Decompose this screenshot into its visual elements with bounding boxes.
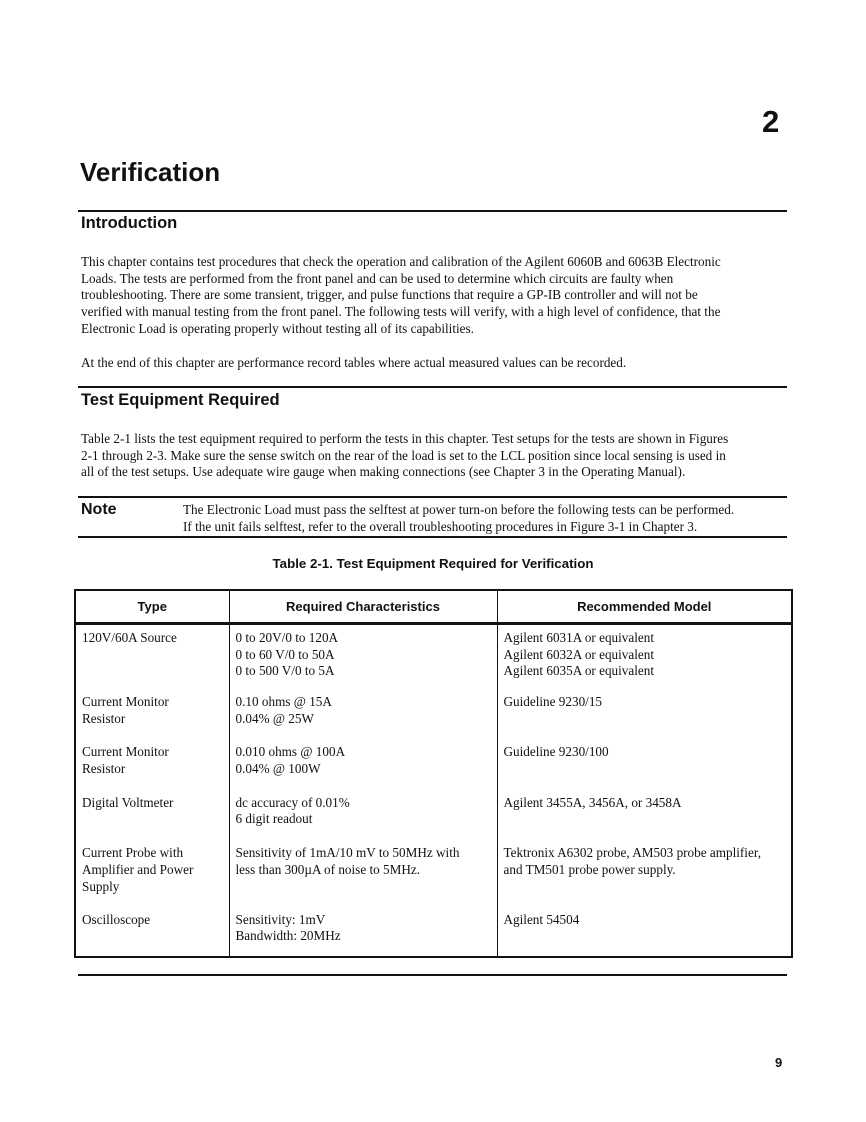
table-cell-characteristics (229, 741, 497, 791)
cell-line: Resistor (82, 761, 126, 777)
note-bottom-rule (78, 536, 787, 538)
cell-line: 0.010 ohms @ 100A (235, 744, 346, 760)
table-cell-type (75, 792, 229, 842)
table-cell-characteristics (229, 792, 497, 842)
cell-line: Current Monitor (82, 694, 169, 709)
cell-line: 0 to 60 V/0 to 50A (235, 646, 335, 662)
text-line: verified with manual testing from the front panel. The following tests will verify, with a high level of confidence, that the (81, 304, 721, 320)
text-line: 2-1 through 2-3. Make sure the sense switch on the rear of the load is set to the LCL position since local sensing is used in (81, 447, 726, 463)
section-divider (78, 210, 787, 212)
table-row (75, 842, 792, 908)
table-row (75, 624, 792, 692)
cell-line: Digital Voltmeter (82, 794, 174, 810)
cell-line: 0.10 ohms @ 15A (235, 694, 332, 709)
table-row (75, 909, 792, 957)
cell-line: dc accuracy of 0.01% (235, 794, 350, 810)
column-header-characteristics: Required Characteristics (229, 590, 497, 624)
page-bottom-rule (78, 974, 787, 976)
page-number: 9 (775, 1055, 783, 1070)
text-line: all of the test setups. Use adequate wire gauge when making connections (see Chapter 3 in the Operating Manual). (81, 464, 686, 480)
cell-line: 0 to 500 V/0 to 5A (235, 663, 335, 679)
cell-line: Current Monitor (82, 744, 169, 760)
table-cell-model (497, 792, 792, 842)
table-cell-type (75, 741, 229, 791)
text-line: This chapter contains test procedures that check the operation and calibration of the Agilent 6060B and 6063B Electronic (81, 254, 721, 269)
table-caption: Table 2-1. Test Equipment Required for Verification (272, 556, 594, 571)
table-cell-type (75, 624, 229, 692)
cell-line: Sensitivity of 1mA/10 mV to 50MHz with (235, 845, 460, 861)
test-equipment-table (74, 589, 793, 958)
text-line: Electronic Load is operating properly without testing all of its capabilities. (81, 320, 474, 336)
cell-line: Agilent 6032A or equivalent (503, 646, 655, 662)
test-equipment-heading: Test Equipment Required (81, 391, 280, 409)
text-line: The Electronic Load must pass the selftest at power turn-on before the following tests can be performed. (183, 502, 735, 517)
table-row (75, 741, 792, 791)
chapter-number: 2 (762, 104, 780, 139)
cell-line: 6 digit readout (235, 811, 313, 827)
table-cell-model (497, 909, 792, 957)
table-row (75, 691, 792, 741)
table-cell-type (75, 909, 229, 957)
table-row (75, 792, 792, 842)
table-cell-characteristics (229, 842, 497, 908)
text-line: Loads. The tests are performed from the front panel and can be used to determine which circuits are faulty when (81, 270, 674, 286)
cell-line: Oscilloscope (82, 911, 151, 927)
cell-line: Guideline 9230/15 (503, 694, 603, 709)
cell-line: Sensitivity: 1mV (235, 911, 326, 927)
text-line: troubleshooting. There are some transient, trigger, and pulse functions that require a GP-IB controller and will not be (81, 287, 698, 303)
table-cell-model (497, 741, 792, 791)
cell-line: and TM501 probe power supply. (503, 861, 676, 877)
cell-line: 120V/60A Source (82, 630, 177, 645)
table-cell-characteristics (229, 624, 497, 692)
cell-line: Supply (82, 878, 120, 894)
cell-line: Bandwidth: 20MHz (235, 928, 341, 944)
cell-line: Resistor (82, 710, 126, 726)
introduction-heading: Introduction (81, 214, 178, 232)
introduction-paragraph (81, 254, 721, 338)
table-cell-model (497, 842, 792, 908)
cell-line: 0 to 20V/0 to 120A (235, 630, 339, 645)
table-cell-characteristics (229, 691, 497, 741)
column-header-model: Recommended Model (497, 590, 792, 624)
column-header-type: Type (75, 590, 229, 624)
cell-line: less than 300µA of noise to 5MHz. (235, 861, 421, 877)
cell-line: Agilent 6035A or equivalent (503, 663, 655, 679)
cell-line: Agilent 6031A or equivalent (503, 630, 655, 645)
cell-line: Amplifier and Power (82, 861, 194, 877)
cell-line: 0.04% @ 100W (235, 761, 321, 777)
note-label: Note (81, 501, 117, 518)
table-header-row (75, 590, 792, 624)
text-line: Table 2-1 lists the test equipment required to perform the tests in this chapter. Test setups for the tests are shown in Figures (81, 431, 729, 446)
cell-line: Guideline 9230/100 (503, 744, 609, 760)
table-cell-model (497, 624, 792, 692)
note-top-rule (78, 496, 787, 498)
table-cell-type (75, 691, 229, 741)
section-divider (78, 386, 787, 388)
cell-line: Tektronix A6302 probe, AM503 probe amplifier, (503, 845, 761, 861)
table-cell-model (497, 691, 792, 741)
cell-line: 0.04% @ 25W (235, 710, 314, 726)
cell-line: Current Probe with (82, 845, 184, 861)
table-cell-characteristics (229, 909, 497, 957)
test-equipment-paragraph (81, 431, 728, 481)
introduction-paragraph-2: At the end of this chapter are performance record tables where actual measured values can be recorded. (81, 355, 627, 370)
chapter-title: Verification (80, 157, 221, 187)
text-line: If the unit fails selftest, refer to the overall troubleshooting procedures in Figure 3-1 in Chapter 3. (183, 518, 698, 534)
cell-line: Agilent 54504 (503, 911, 580, 927)
table-cell-type (75, 842, 229, 908)
cell-line: Agilent 3455A, 3456A, or 3458A (503, 794, 682, 810)
note-text (183, 502, 734, 535)
